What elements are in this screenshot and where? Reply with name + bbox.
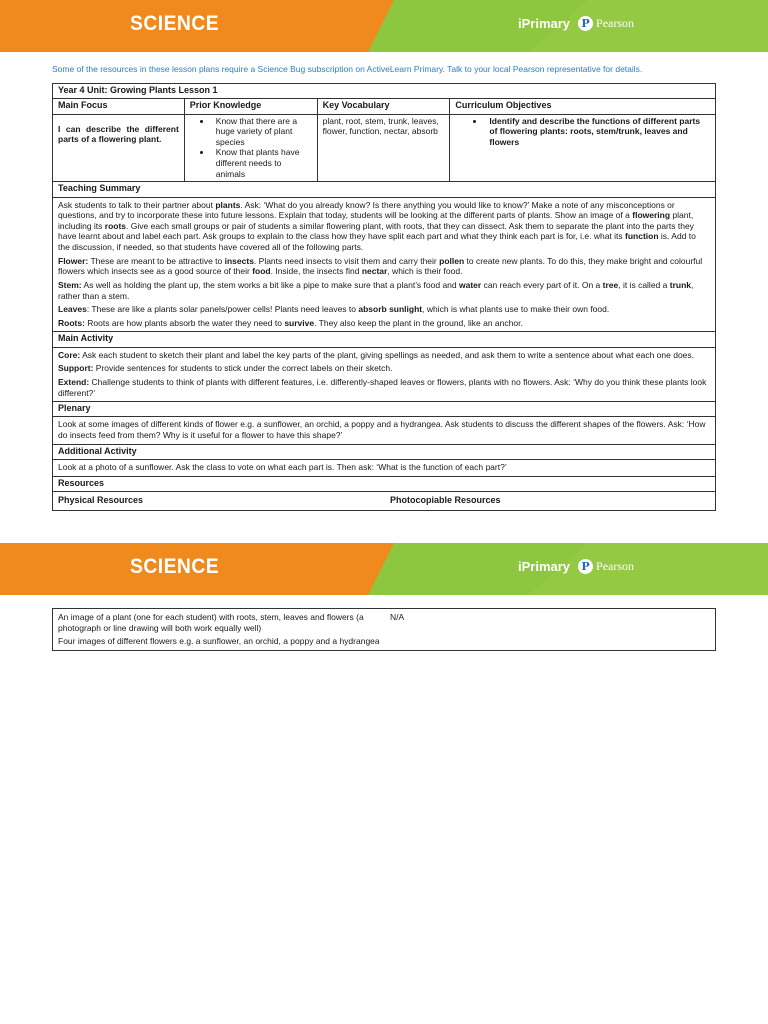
additional-activity-heading: Additional Activity <box>53 444 716 459</box>
brand-iprimary: iPrimary <box>518 16 571 31</box>
plenary-heading: Plenary <box>53 402 716 417</box>
summary-intro: Ask students to talk to their partner about plants. Ask: ‘What do you already know? Is there anything you would like to know?’ Make a note of any misconceptions or questions, and try to incorporate these into future lessons. Explain that today, students will be looking at the different parts of plants. Show an image of a flowering plant, including its roots. Give each small groups or pair of students a similar flowering plant, with roots, that they can dissect. Ask them to separate the plant into the parts they have learnt about and label each part. Ask groups to explain to the class how they have split each part and what they think each part is for, i.e. what its function is. Add to the discussion, if needed, so that students have covered all of the following parts. <box>58 199 696 252</box>
col-curriculum-objectives: Curriculum Objectives <box>450 99 716 114</box>
brand-block <box>518 16 634 31</box>
resources-headers-cell <box>53 491 716 510</box>
column-headers <box>53 99 716 114</box>
main-focus-cell: I can describe the different parts of a flowering plant. <box>53 114 185 182</box>
resources-heading: Resources <box>53 476 716 491</box>
summary-stem: Stem: As well as holding the plant up, the stem works a bit like a pipe to make sure that a plant’s food and water can reach every part of it. On a tree, it is called a trunk, rather than a stem. <box>58 279 694 301</box>
brand-block <box>518 559 634 574</box>
curriculum-objective-item: • Identify and describe the functions of different parts of flowering plants: roots, stem/trunk, leaves and flowers <box>485 116 710 148</box>
banner-title: SCIENCE <box>130 555 220 578</box>
key-vocabulary-cell: plant, root, stem, trunk, leaves, flower, function, nectar, absorb <box>317 114 450 182</box>
prior-knowledge-item: • Know that there are a huge variety of plant species <box>212 116 312 148</box>
brand-pearson: Pearson <box>596 16 635 30</box>
physical-resources-heading: Physical Resources <box>58 494 144 505</box>
lesson-plan-table <box>52 83 716 511</box>
activity-support: Support: Provide sentences for students to stick under the correct labels on their sketch. <box>58 363 393 374</box>
summary-flower: Flower: These are meant to be attractive to insects. Plants need insects to visit them and carry their pollen to create new plants. To do this, they make bright and colourful flowers which insects see as a good source of their food. Inside, the insects find nectar, which is their food. <box>58 255 703 277</box>
subscription-note: Some of the resources in these lesson plans require a Science Bug subscription on ActiveLearn Primary. Talk to your local Pearson representative for details. <box>52 64 643 74</box>
brand-pearson: Pearson <box>596 559 635 573</box>
banner-title: SCIENCE <box>130 12 220 35</box>
main-activity-cell <box>53 347 716 402</box>
col-main-focus: Main Focus <box>53 99 185 114</box>
teaching-summary-heading: Teaching Summary <box>53 182 716 197</box>
physical-resources-cell <box>53 609 386 651</box>
curriculum-objectives-cell <box>450 114 716 182</box>
prior-knowledge-cell <box>184 114 317 182</box>
pearson-logo-icon: P <box>578 16 593 31</box>
activity-extend: Extend: Challenge students to think of plants with different features, i.e. differently-shaped leaves or flowers, plants with no flowers. Ask: ‘Why do you think these plants look different?’ <box>58 376 707 398</box>
lesson-title: Year 4 Unit: Growing Plants Lesson 1 <box>53 84 716 99</box>
photocopiable-resources-cell: N/A <box>385 609 716 651</box>
physical-resource-item: An image of a plant (one for each student) with roots, stem, leaves and flowers (a photograph or line drawing will both work equally well) <box>58 612 364 633</box>
summary-leaves: Leaves: These are like a plants solar panels/power cells! Plants need leaves to absorb sunlight, which is what plants use to make their own food. <box>58 304 610 315</box>
page-header-banner <box>0 0 768 52</box>
pearson-logo-icon: P <box>578 559 593 574</box>
main-activity-heading: Main Activity <box>53 332 716 347</box>
col-key-vocabulary: Key Vocabulary <box>317 99 450 114</box>
summary-roots: Roots: Roots are how plants absorb the water they need to survive. They also keep the plant in the ground, like an anchor. <box>58 317 523 328</box>
plenary-text: Look at some images of different kinds of flower e.g. a sunflower, an orchid, a poppy and a hydrangea. Ask students to discuss the different shapes of the flowers. Ask: ‘How do insects feed from them? Why is it useful for a flower to have this shape?’ <box>53 417 716 444</box>
activity-core: Core: Ask each student to sketch their plant and label the key parts of the plant, giving spellings as needed, and ask them to write a sentence about what each one does. <box>58 349 695 360</box>
lesson-title-row <box>53 84 716 99</box>
page-header-banner-2 <box>0 543 768 595</box>
col-prior-knowledge: Prior Knowledge <box>184 99 317 114</box>
brand-iprimary: iPrimary <box>518 559 571 574</box>
resources-continued-table <box>52 608 716 651</box>
lesson-details-row <box>53 114 716 182</box>
prior-knowledge-item: • Know that plants have different needs to animals <box>212 147 312 179</box>
physical-resource-item: Four images of different flowers e.g. a sunflower, an orchid, a poppy and a hydrangea <box>58 636 380 647</box>
photocopiable-resources-heading: Photocopiable Resources <box>390 494 501 505</box>
additional-activity-text: Look at a photo of a sunflower. Ask the class to vote on what each part is. Then ask: ‘What is the function of each part?’ <box>53 459 716 476</box>
teaching-summary-cell <box>53 197 716 332</box>
